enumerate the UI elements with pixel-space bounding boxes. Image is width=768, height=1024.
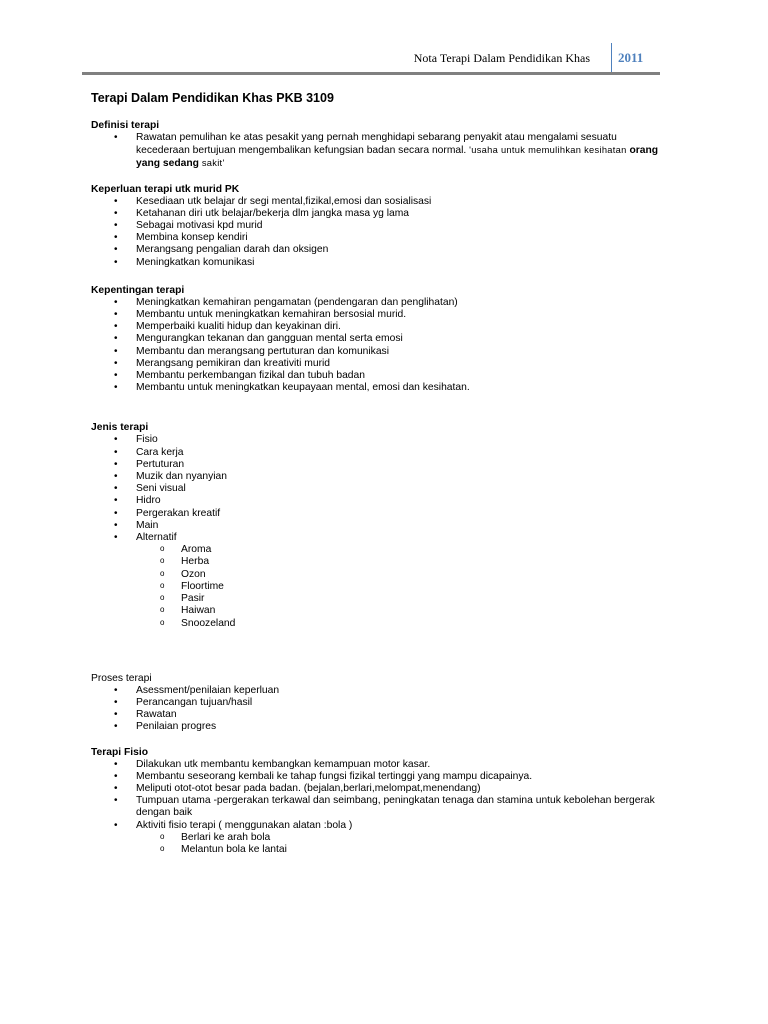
- header-separator: [611, 43, 612, 73]
- document-title: Terapi Dalam Pendidikan Khas PKB 3109: [91, 91, 334, 105]
- list-item: • Kesediaan utk belajar dr segi mental,fizikal,emosi dan sosialisasi: [91, 196, 671, 208]
- header-year: 2011: [618, 50, 644, 65]
- list-item: [91, 132, 671, 171]
- kepentingan-heading: Kepentingan terapi: [91, 284, 185, 296]
- header-title: Nota Terapi Dalam Pendidikan Khas: [413, 51, 590, 65]
- list-item: • Cara kerja: [91, 447, 671, 459]
- jenis-list: [91, 434, 671, 629]
- list-item: • Meliputi otot-otot besar pada badan. (bejalan,berlari,melompat,menendang): [91, 783, 671, 795]
- list-item: • Pergerakan kreatif: [91, 508, 671, 520]
- list-item: • Main: [91, 520, 671, 532]
- list-item: • Penilaian progres: [91, 721, 671, 733]
- sub-list-item: o Snoozeland: [136, 618, 671, 630]
- list-item: • Merangsang pengalian darah dan oksigen: [91, 244, 671, 256]
- list-item: • Membina konsep kendiri: [91, 232, 671, 244]
- header-rule: [82, 72, 660, 75]
- list-item: • Ketahanan diri utk belajar/bekerja dlm jangka masa yg lama: [91, 208, 671, 220]
- aktiviti-sublist: [136, 832, 671, 856]
- list-item: • Fisio: [91, 434, 671, 446]
- list-item: • Perancangan tujuan/hasil: [91, 697, 671, 709]
- list-item: • Memperbaiki kualiti hidup dan keyakinan diri.: [91, 321, 671, 333]
- definisi-note: 'usaha untuk memulihkan kesihatan: [469, 145, 627, 156]
- proses-list: [91, 685, 671, 734]
- proses-heading: Proses terapi: [91, 672, 152, 684]
- sub-list-item: o Aroma: [136, 544, 671, 556]
- alternatif-label: Alternatif: [136, 532, 177, 544]
- kepentingan-list: [91, 297, 671, 395]
- fisio-list: [91, 759, 671, 857]
- list-item: • Sebagai motivasi kpd murid: [91, 220, 671, 232]
- sub-list-item: o Melantun bola ke lantai: [136, 844, 671, 856]
- definisi-text: Rawatan pemulihan ke atas pesakit yang pernah menghidapi sebarang penyakit atau mengalami sesuatu kecederaan bertujuan mengembalikan kefungsian badan secara normal.: [136, 132, 617, 157]
- list-item: • Merangsang pemikiran dan kreativiti murid: [91, 358, 671, 370]
- list-item: • Rawatan: [91, 709, 671, 721]
- list-item: • Seni visual: [91, 483, 671, 495]
- list-item: • Membantu untuk meningkatkan kemahiran bersosial murid.: [91, 309, 671, 321]
- list-item: • Mengurangkan tekanan dan gangguan mental serta emosi: [91, 333, 671, 345]
- list-item-alternatif: [91, 532, 671, 630]
- sub-list-item: o Berlari ke arah bola: [136, 832, 671, 844]
- sub-list-item: o Herba: [136, 556, 671, 568]
- list-item: • Muzik dan nyanyian: [91, 471, 671, 483]
- definisi-note-end: sakit': [201, 158, 225, 169]
- keperluan-list: [91, 196, 671, 269]
- list-item: • Meningkatkan komunikasi: [91, 257, 671, 269]
- page-header: [82, 40, 660, 72]
- definisi-list: [91, 132, 671, 171]
- list-item: • Membantu seseorang kembali ke tahap fungsi fizikal tertinggi yang mampu dicapainya.: [91, 771, 671, 783]
- list-item: • Meningkatkan kemahiran pengamatan (pendengaran dan penglihatan): [91, 297, 671, 309]
- fisio-heading: Terapi Fisio: [91, 746, 149, 758]
- list-item: • Membantu untuk meningkatkan keupayaan mental, emosi dan kesihatan.: [91, 382, 671, 394]
- list-item: • Dilakukan utk membantu kembangkan kemampuan motor kasar.: [91, 759, 671, 771]
- alternatif-sublist: [136, 544, 671, 629]
- aktiviti-label: Aktiviti fisio terapi ( menggunakan alatan :bola ): [136, 819, 353, 831]
- list-item: • Asessment/penilaian keperluan: [91, 685, 671, 697]
- keperluan-heading: Keperluan terapi utk murid PK: [91, 183, 240, 195]
- list-item: • Pertuturan: [91, 459, 671, 471]
- sub-list-item: o Ozon: [136, 569, 671, 581]
- list-item: • Membantu perkembangan fizikal dan tubuh badan: [91, 370, 671, 382]
- list-item-aktiviti: [91, 820, 671, 857]
- list-item: • Tumpuan utama -pergerakan terkawal dan seimbang, peningkatan tenaga dan stamina untuk kebolehan bergerak dengan baik: [91, 795, 671, 819]
- list-item: • Membantu dan merangsang pertuturan dan komunikasi: [91, 346, 671, 358]
- sub-list-item: o Haiwan: [136, 605, 671, 617]
- list-item: • Hidro: [91, 495, 671, 507]
- definisi-heading: Definisi terapi: [91, 120, 160, 131]
- document-body: [91, 90, 671, 856]
- definisi-note-bold: orang yang sedang: [136, 145, 659, 170]
- jenis-heading: Jenis terapi: [91, 422, 149, 434]
- sub-list-item: o Pasir: [136, 593, 671, 605]
- sub-list-item: o Floortime: [136, 581, 671, 593]
